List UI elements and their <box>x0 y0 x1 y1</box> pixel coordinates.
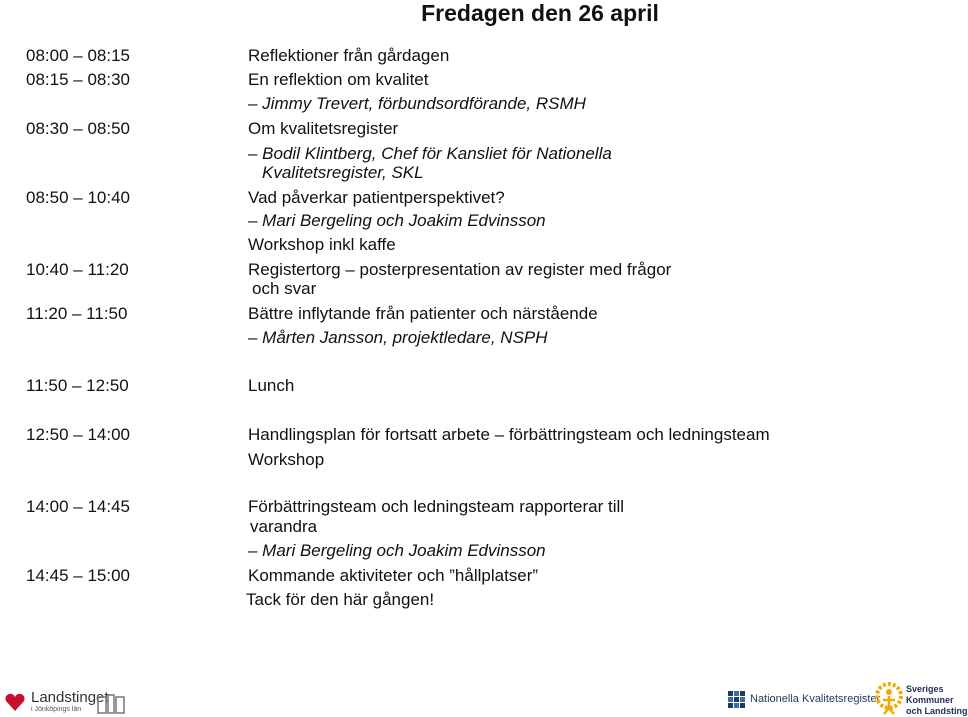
activity-title: Lunch <box>248 376 295 395</box>
activity-note: Workshop inkl kaffe <box>248 235 396 254</box>
activity-speaker: – Mårten Jansson, projektledare, NSPH <box>248 328 548 347</box>
time-slot: 14:45 – 15:00 <box>26 566 130 585</box>
activity-title: Vad påverkar patientperspektivet? <box>248 188 505 207</box>
time-slot: 10:40 – 11:20 <box>26 260 129 279</box>
activity-note: Workshop <box>248 450 325 469</box>
activity-speaker: – Bodil Klintberg, Chef för Kansliet för Nationella <box>248 144 612 163</box>
time-slot: 08:00 – 08:15 <box>26 46 130 65</box>
grid-icon <box>728 691 746 709</box>
time-slot: 08:30 – 08:50 <box>26 119 130 138</box>
nkr-logo <box>728 690 881 710</box>
skl-line: Sveriges <box>906 684 944 694</box>
landstinget-logo <box>4 685 134 717</box>
nkr-name: Nationella Kvalitetsregister <box>750 693 881 705</box>
sun-figure-icon <box>874 681 904 715</box>
activity-speaker: – Mari Bergeling och Joakim Edvinsson <box>248 541 546 560</box>
time-slot: 11:50 – 12:50 <box>26 376 129 395</box>
time-slot: 11:20 – 11:50 <box>26 304 128 323</box>
activity-speaker: – Jimmy Trevert, förbundsordförande, RSMH <box>248 94 586 113</box>
activity-speaker: – Mari Bergeling och Joakim Edvinsson <box>248 211 546 230</box>
heart-icon <box>4 691 26 713</box>
time-slot: 12:50 – 14:00 <box>26 425 130 444</box>
activity-title: Bättre inflytande från patienter och närstående <box>248 304 598 323</box>
page-title: Fredagen den 26 april <box>421 0 659 26</box>
activity-title: Förbättringsteam och ledningsteam rapporterar till <box>248 497 625 516</box>
time-slot: 08:15 – 08:30 <box>26 70 130 89</box>
activity-title-cont: och svar <box>252 279 317 298</box>
skl-line: Kommuner <box>906 695 954 705</box>
time-slot: 14:00 – 14:45 <box>26 497 130 516</box>
landstinget-name: Landstinget <box>31 689 109 706</box>
activity-title: Registertorg – posterpresentation av register med frågor <box>248 260 672 279</box>
activity-title: Kommande aktiviteter och ”hållplatser” <box>248 566 539 585</box>
closing-note: Tack för den här gången! <box>246 590 435 609</box>
activity-title: Reflektioner från gårdagen <box>248 46 450 65</box>
activity-title: En reflektion om kvalitet <box>248 70 429 89</box>
footer-logos <box>0 675 968 717</box>
activity-title: Handlingsplan för fortsatt arbete – förbättringsteam och ledningsteam <box>248 425 770 444</box>
activity-title: Om kvalitetsregister <box>248 119 399 138</box>
skl-line: och Landsting <box>906 706 968 716</box>
coat-of-arms-icon <box>96 693 126 715</box>
skl-name <box>906 684 968 717</box>
activity-speaker-cont: Kvalitetsregister, SKL <box>262 163 424 182</box>
activity-title-cont: varandra <box>250 517 318 536</box>
skl-logo <box>874 681 968 717</box>
time-slot: 08:50 – 10:40 <box>26 188 130 207</box>
landstinget-sub: i Jönköpings län <box>31 706 82 713</box>
